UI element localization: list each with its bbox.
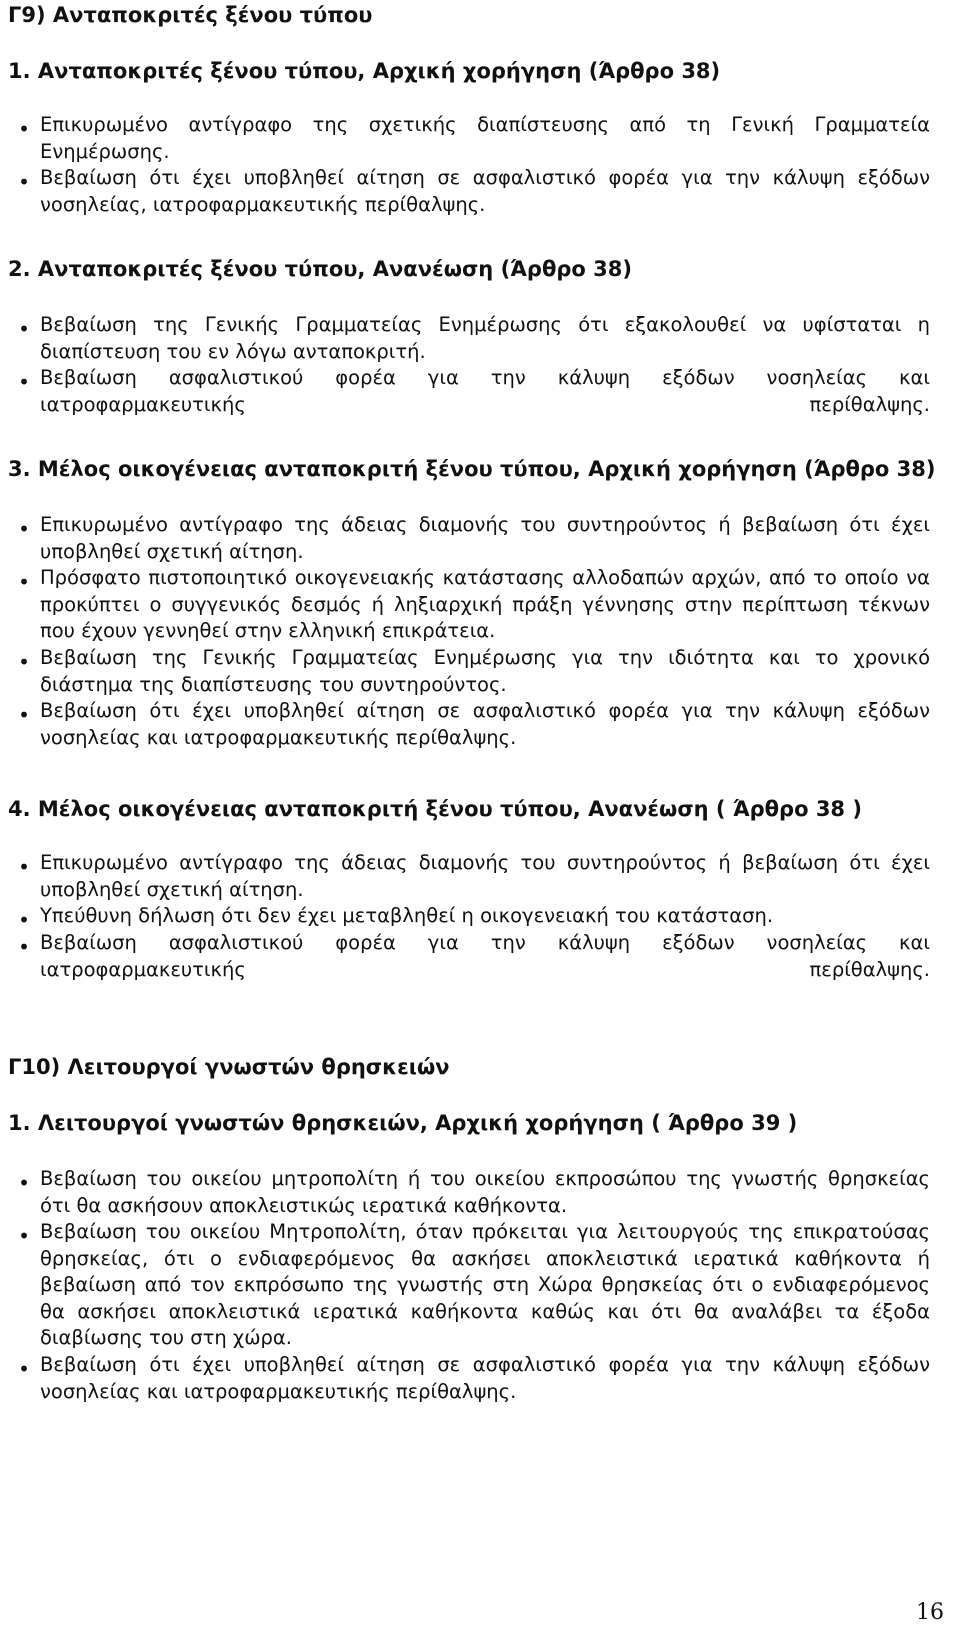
bullet-icon: • — [18, 703, 30, 727]
bullet-icon: • — [18, 650, 30, 674]
chapter-heading-g9: Γ9) Ανταποκριτές ξένου τύπου — [8, 3, 373, 27]
list-item: Βεβαίωση ασφαλιστικού φορέα για την κάλυψη εξόδων νοσηλείας και ιατροφαρμακευτικής περίθαλψης. — [40, 931, 930, 981]
chapter-heading-g10: Γ10) Λειτουργοί γνωστών θρησκειών — [8, 1055, 450, 1079]
bullet-icon: • — [18, 935, 30, 959]
section-heading-4: 4. Μέλος οικογένειας ανταποκριτή ξένου τύπου, Ανανέωση ( Άρθρο 38 ) — [8, 797, 862, 821]
list-item: Επικυρωμένο αντίγραφο της άδειας διαμονής του συντηρούντος ή βεβαίωση ότι έχει υποβληθεί σχετική αίτηση. — [40, 513, 930, 563]
list-item: Βεβαίωση ότι έχει υποβληθεί αίτηση σε ασφαλιστικό φορέα για την κάλυψη εξόδων νοσηλείας και ιατροφαρμακευτικής περίθαλψης. — [40, 699, 930, 749]
bullet-icon: • — [18, 317, 30, 341]
list-item: Βεβαίωση ότι έχει υποβληθεί αίτηση σε ασφαλιστικό φορέα για την κάλυψη εξόδων νοσηλείας, ιατροφαρμακευτικής περίθαλψης. — [40, 166, 930, 216]
bullet-icon: • — [18, 1171, 30, 1195]
bullet-icon: • — [18, 1224, 30, 1248]
list-item: Βεβαίωση του οικείου Μητροπολίτη, όταν πρόκειται για λειτουργούς της επικρατούσας θρησκείας, ότι ο ενδιαφερόμενος θα ασκήσει αποκλειστικά ιερατικά καθήκοντα ή βεβαίωση από τον εκπρόσωπο της γνωστής στη Χώρα θρησκείας ότι ο ενδιαφερόμενος θα ασκήσει αποκλειστικά ιερατικά καθήκοντα καθώς και ότι θα αναλάβει τα έξοδα διαβίωσης του στη χώρα. — [40, 1220, 930, 1350]
list-item: Βεβαίωση ασφαλιστικού φορέα για την κάλυψη εξόδων νοσηλείας και ιατροφαρμακευτικής περίθαλψης. — [40, 366, 930, 416]
bullet-icon: • — [18, 908, 30, 932]
list-item: Βεβαίωση της Γενικής Γραμματείας Ενημέρωσης ότι εξακολουθεί να υφίσταται η διαπίστευση του εν λόγω ανταποκριτή. — [40, 313, 930, 363]
list-item: Επικυρωμένο αντίγραφο της άδειας διαμονής του συντηρούντος ή βεβαίωση ότι έχει υποβληθεί σχετική αίτηση. — [40, 851, 930, 901]
bullet-icon: • — [18, 370, 30, 394]
list-item: Πρόσφατο πιστοποιητικό οικογενειακής κατάστασης αλλοδαπών αρχών, από το οποίο να προκύπτει ο συγγενικός δεσμός ή ληξιαρχική πράξη γέννησης στην περίπτωση τέκνων που έχουν γεννηθεί στην ελληνική επικράτεια. — [40, 566, 930, 643]
bullet-icon: • — [18, 170, 30, 194]
bullet-icon: • — [18, 570, 30, 594]
bullet-icon: • — [18, 1357, 30, 1381]
list-item: Βεβαίωση της Γενικής Γραμματείας Ενημέρωσης για την ιδιότητα και το χρονικό διάστημα της διαπίστευσης του συντηρούντος. — [40, 646, 930, 696]
section-heading-2: 2. Ανταποκριτές ξένου τύπου, Ανανέωση (Άρθρο 38) — [8, 257, 632, 281]
bullet-icon: • — [18, 855, 30, 879]
section-heading-1: 1. Ανταποκριτές ξένου τύπου, Αρχική χορήγηση (Άρθρο 38) — [8, 59, 721, 83]
bullet-icon: • — [18, 117, 30, 141]
section-heading-3: 3. Μέλος οικογένειας ανταποκριτή ξένου τύπου, Αρχική χορήγηση (Άρθρο 38) — [8, 457, 936, 481]
section-heading-5: 1. Λειτουργοί γνωστών θρησκειών, Αρχική χορήγηση ( Άρθρο 39 ) — [8, 1111, 798, 1135]
list-item: Βεβαίωση ότι έχει υποβληθεί αίτηση σε ασφαλιστικό φορέα για την κάλυψη εξόδων νοσηλείας και ιατροφαρμακευτικής περίθαλψης. — [40, 1353, 930, 1403]
bullet-icon: • — [18, 517, 30, 541]
list-item: Βεβαίωση του οικείου μητροπολίτη ή του οικείου εκπροσώπου της γνωστής θρησκείας ότι θα ασκήσουν αποκλειστικώς ιερατικά καθήκοντα. — [40, 1167, 930, 1217]
page-number: 16 — [916, 1600, 944, 1625]
list-item: Επικυρωμένο αντίγραφο της σχετικής διαπίστευσης από τη Γενική Γραμματεία Ενημέρωσης. — [40, 113, 930, 163]
list-item: Υπεύθυνη δήλωση ότι δεν έχει μεταβληθεί η οικογενειακή του κατάσταση. — [40, 904, 774, 927]
